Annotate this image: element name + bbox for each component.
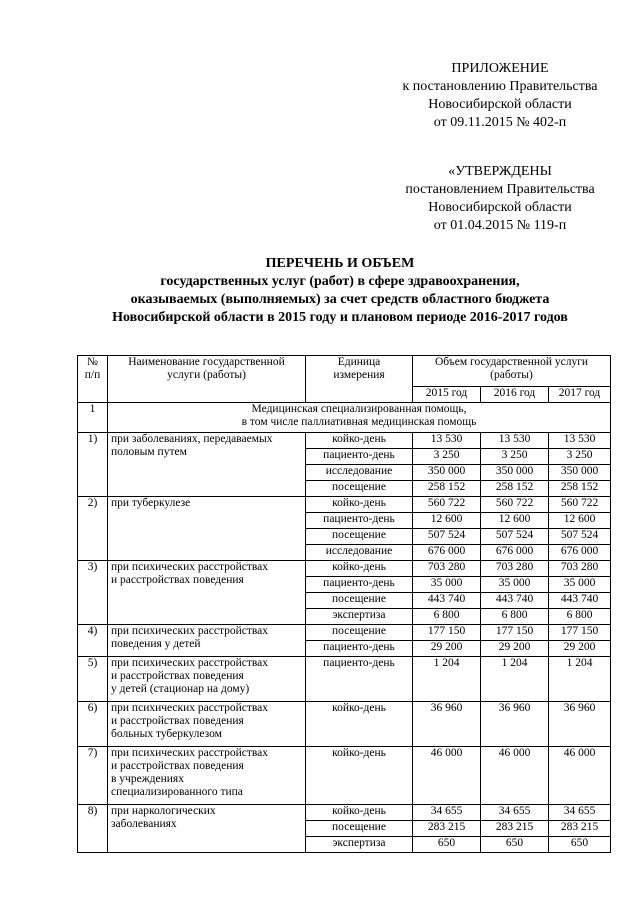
title-line: государственных услуг (работ) в сфере здравоохранения, bbox=[160, 274, 520, 289]
value-2016-cell: 13 530 bbox=[481, 433, 549, 449]
value-2016-cell: 12 600 bbox=[481, 513, 549, 529]
item-number: 3) bbox=[78, 561, 108, 625]
table-body bbox=[78, 433, 611, 853]
item-name-line: при психических расстройствах bbox=[111, 747, 269, 759]
value-2015-cell: 676 000 bbox=[413, 545, 481, 561]
value-2016-cell: 46 000 bbox=[481, 747, 549, 805]
value-2015-cell: 29 200 bbox=[413, 641, 481, 657]
value-2017-cell: 650 bbox=[549, 837, 611, 853]
header-name-line: Наименование государственной bbox=[128, 356, 285, 368]
table-row bbox=[78, 433, 611, 449]
item-number: 5) bbox=[78, 657, 108, 702]
item-number: 6) bbox=[78, 702, 108, 747]
value-2016-cell: 6 800 bbox=[481, 609, 549, 625]
value-2017-cell: 12 600 bbox=[549, 513, 611, 529]
approved-line: Новосибирской области bbox=[428, 200, 572, 215]
value-2016-cell: 36 960 bbox=[481, 702, 549, 747]
value-2017-cell: 29 200 bbox=[549, 641, 611, 657]
value-2017-cell: 36 960 bbox=[549, 702, 611, 747]
unit-cell: пациенто-день bbox=[306, 513, 413, 529]
value-2017-cell: 6 800 bbox=[549, 609, 611, 625]
unit-cell: койко-день bbox=[306, 805, 413, 821]
header-unit-line: Единица bbox=[337, 356, 381, 368]
table-row bbox=[78, 702, 611, 747]
value-2015-cell: 560 722 bbox=[413, 497, 481, 513]
approved-date: от 01.04.2015 № 119-п bbox=[433, 218, 567, 233]
header-row bbox=[78, 356, 611, 387]
value-2015-cell: 36 960 bbox=[413, 702, 481, 747]
unit-cell: экспертиза bbox=[306, 609, 413, 625]
value-2017-cell: 443 740 bbox=[549, 593, 611, 609]
value-2016-cell: 177 150 bbox=[481, 625, 549, 641]
value-2015-cell: 1 204 bbox=[413, 657, 481, 702]
item-name-line: и расстройствах поведения bbox=[111, 670, 244, 682]
title-line: Новосибирской области в 2015 году и плановом периоде 2016-2017 годов bbox=[112, 310, 568, 325]
value-2017-cell: 258 152 bbox=[549, 481, 611, 497]
value-2017-cell: 13 530 bbox=[549, 433, 611, 449]
appendix-line: к постановлению Правительства bbox=[402, 79, 598, 94]
document-title bbox=[60, 255, 620, 327]
value-2017-cell: 46 000 bbox=[549, 747, 611, 805]
value-2016-cell: 507 524 bbox=[481, 529, 549, 545]
item-name-line: при психических расстройствах bbox=[111, 625, 269, 637]
value-2015-cell: 283 215 bbox=[413, 821, 481, 837]
unit-cell: посещение bbox=[306, 593, 413, 609]
item-name bbox=[108, 805, 306, 853]
header-name-line: услуги (работы) bbox=[167, 369, 246, 381]
value-2017-cell: 507 524 bbox=[549, 529, 611, 545]
value-2016-cell: 650 bbox=[481, 837, 549, 853]
item-name-line: при психических расстройствах bbox=[111, 657, 269, 669]
appendix-date: от 09.11.2015 № 402-п bbox=[433, 115, 567, 130]
value-2016-cell: 1 204 bbox=[481, 657, 549, 702]
value-2016-cell: 676 000 bbox=[481, 545, 549, 561]
item-name-line: в учреждениях bbox=[111, 773, 184, 785]
unit-cell: посещение bbox=[306, 625, 413, 641]
item-name-line: у детей (стационар на дому) bbox=[111, 683, 250, 695]
value-2016-cell: 560 722 bbox=[481, 497, 549, 513]
header-name bbox=[108, 356, 306, 403]
appendix-block bbox=[380, 60, 620, 132]
value-2015-cell: 350 000 bbox=[413, 465, 481, 481]
value-2016-cell: 29 200 bbox=[481, 641, 549, 657]
header-num-line: п/п bbox=[84, 369, 101, 381]
item-number: 1) bbox=[78, 433, 108, 497]
title-line: ПЕРЕЧЕНЬ И ОБЪЕМ bbox=[265, 256, 415, 271]
services-table bbox=[77, 355, 611, 853]
header-volume-line: Объем государственной услуги bbox=[434, 356, 589, 368]
approved-title: «УТВЕРЖДЕНЫ bbox=[448, 164, 552, 179]
header-year-2015: 2015 год bbox=[413, 387, 481, 403]
header-num bbox=[78, 356, 108, 403]
value-2017-cell: 283 215 bbox=[549, 821, 611, 837]
value-2015-cell: 13 530 bbox=[413, 433, 481, 449]
item-number: 8) bbox=[78, 805, 108, 853]
unit-cell: пациенто-день bbox=[306, 449, 413, 465]
unit-cell: койко-день bbox=[306, 702, 413, 747]
value-2016-cell: 34 655 bbox=[481, 805, 549, 821]
item-name bbox=[108, 747, 306, 805]
value-2015-cell: 34 655 bbox=[413, 805, 481, 821]
value-2016-cell: 35 000 bbox=[481, 577, 549, 593]
value-2015-cell: 46 000 bbox=[413, 747, 481, 805]
item-name-line: и расстройствах поведения bbox=[111, 715, 244, 727]
unit-cell: экспертиза bbox=[306, 837, 413, 853]
item-name-line: заболеваниях bbox=[111, 818, 177, 830]
group-title-line: Медицинская специализированная помощь, bbox=[251, 403, 467, 415]
unit-cell: койко-день bbox=[306, 497, 413, 513]
table-row bbox=[78, 497, 611, 513]
approved-line: постановлением Правительства bbox=[405, 182, 595, 197]
title-line: оказываемых (выполняемых) за счет средств областного бюджета bbox=[130, 292, 550, 307]
value-2015-cell: 258 152 bbox=[413, 481, 481, 497]
header-volume bbox=[413, 356, 611, 387]
header-year-2017: 2017 год bbox=[549, 387, 611, 403]
item-number: 2) bbox=[78, 497, 108, 561]
value-2016-cell: 258 152 bbox=[481, 481, 549, 497]
item-name bbox=[108, 702, 306, 747]
value-2016-cell: 443 740 bbox=[481, 593, 549, 609]
item-name bbox=[108, 561, 306, 625]
appendix-line: Новосибирской области bbox=[428, 97, 572, 112]
item-name-line: и расстройствах поведения bbox=[111, 574, 244, 586]
appendix-title: ПРИЛОЖЕНИЕ bbox=[451, 61, 549, 76]
unit-cell: койко-день bbox=[306, 433, 413, 449]
item-name bbox=[108, 433, 306, 497]
header-num-line: № bbox=[87, 356, 98, 368]
group-title bbox=[108, 403, 611, 433]
value-2015-cell: 35 000 bbox=[413, 577, 481, 593]
value-2016-cell: 703 280 bbox=[481, 561, 549, 577]
item-name-line: при заболеваниях, передаваемых bbox=[111, 433, 273, 445]
value-2015-cell: 3 250 bbox=[413, 449, 481, 465]
value-2015-cell: 507 524 bbox=[413, 529, 481, 545]
item-name bbox=[108, 657, 306, 702]
value-2017-cell: 35 000 bbox=[549, 577, 611, 593]
unit-cell: посещение bbox=[306, 529, 413, 545]
header-unit-line: измерения bbox=[333, 369, 385, 381]
value-2015-cell: 177 150 bbox=[413, 625, 481, 641]
value-2015-cell: 650 bbox=[413, 837, 481, 853]
item-name-line: при туберкулезе bbox=[111, 497, 191, 509]
value-2016-cell: 3 250 bbox=[481, 449, 549, 465]
value-2017-cell: 560 722 bbox=[549, 497, 611, 513]
unit-cell: исследование bbox=[306, 545, 413, 561]
value-2017-cell: 350 000 bbox=[549, 465, 611, 481]
header-unit bbox=[306, 356, 413, 403]
table-row bbox=[78, 805, 611, 821]
value-2017-cell: 703 280 bbox=[549, 561, 611, 577]
table-row bbox=[78, 747, 611, 805]
table-row bbox=[78, 657, 611, 702]
group-title-line: в том числе паллиативная медицинская помощь bbox=[241, 416, 477, 428]
unit-cell: посещение bbox=[306, 481, 413, 497]
value-2017-cell: 676 000 bbox=[549, 545, 611, 561]
unit-cell: койко-день bbox=[306, 561, 413, 577]
value-2015-cell: 703 280 bbox=[413, 561, 481, 577]
value-2015-cell: 12 600 bbox=[413, 513, 481, 529]
unit-cell: посещение bbox=[306, 821, 413, 837]
unit-cell: исследование bbox=[306, 465, 413, 481]
item-name-line: больных туберкулезом bbox=[111, 728, 222, 740]
item-name-line: половым путем bbox=[111, 446, 187, 458]
unit-cell: койко-день bbox=[306, 747, 413, 805]
table-row bbox=[78, 561, 611, 577]
item-name-line: специализированного типа bbox=[111, 786, 243, 798]
unit-cell: пациенто-день bbox=[306, 641, 413, 657]
unit-cell: пациенто-день bbox=[306, 657, 413, 702]
item-number: 7) bbox=[78, 747, 108, 805]
value-2015-cell: 6 800 bbox=[413, 609, 481, 625]
value-2017-cell: 34 655 bbox=[549, 805, 611, 821]
header-volume-line: (работы) bbox=[490, 369, 533, 381]
item-name-line: при психических расстройствах bbox=[111, 561, 269, 573]
item-name-line: при психических расстройствах bbox=[111, 702, 269, 714]
value-2017-cell: 177 150 bbox=[549, 625, 611, 641]
value-2017-cell: 1 204 bbox=[549, 657, 611, 702]
value-2015-cell: 443 740 bbox=[413, 593, 481, 609]
item-number: 4) bbox=[78, 625, 108, 657]
table-row bbox=[78, 625, 611, 641]
unit-cell: пациенто-день bbox=[306, 577, 413, 593]
group-num: 1 bbox=[78, 403, 108, 433]
item-name bbox=[108, 625, 306, 657]
header-year-2016: 2016 год bbox=[481, 387, 549, 403]
item-name-line: поведения у детей bbox=[111, 638, 201, 650]
value-2016-cell: 350 000 bbox=[481, 465, 549, 481]
item-name-line: и расстройствах поведения bbox=[111, 760, 244, 772]
value-2017-cell: 3 250 bbox=[549, 449, 611, 465]
group-row bbox=[78, 403, 611, 433]
approved-block bbox=[380, 163, 620, 235]
value-2016-cell: 283 215 bbox=[481, 821, 549, 837]
item-name bbox=[108, 497, 306, 561]
item-name-line: при наркологических bbox=[111, 805, 216, 817]
